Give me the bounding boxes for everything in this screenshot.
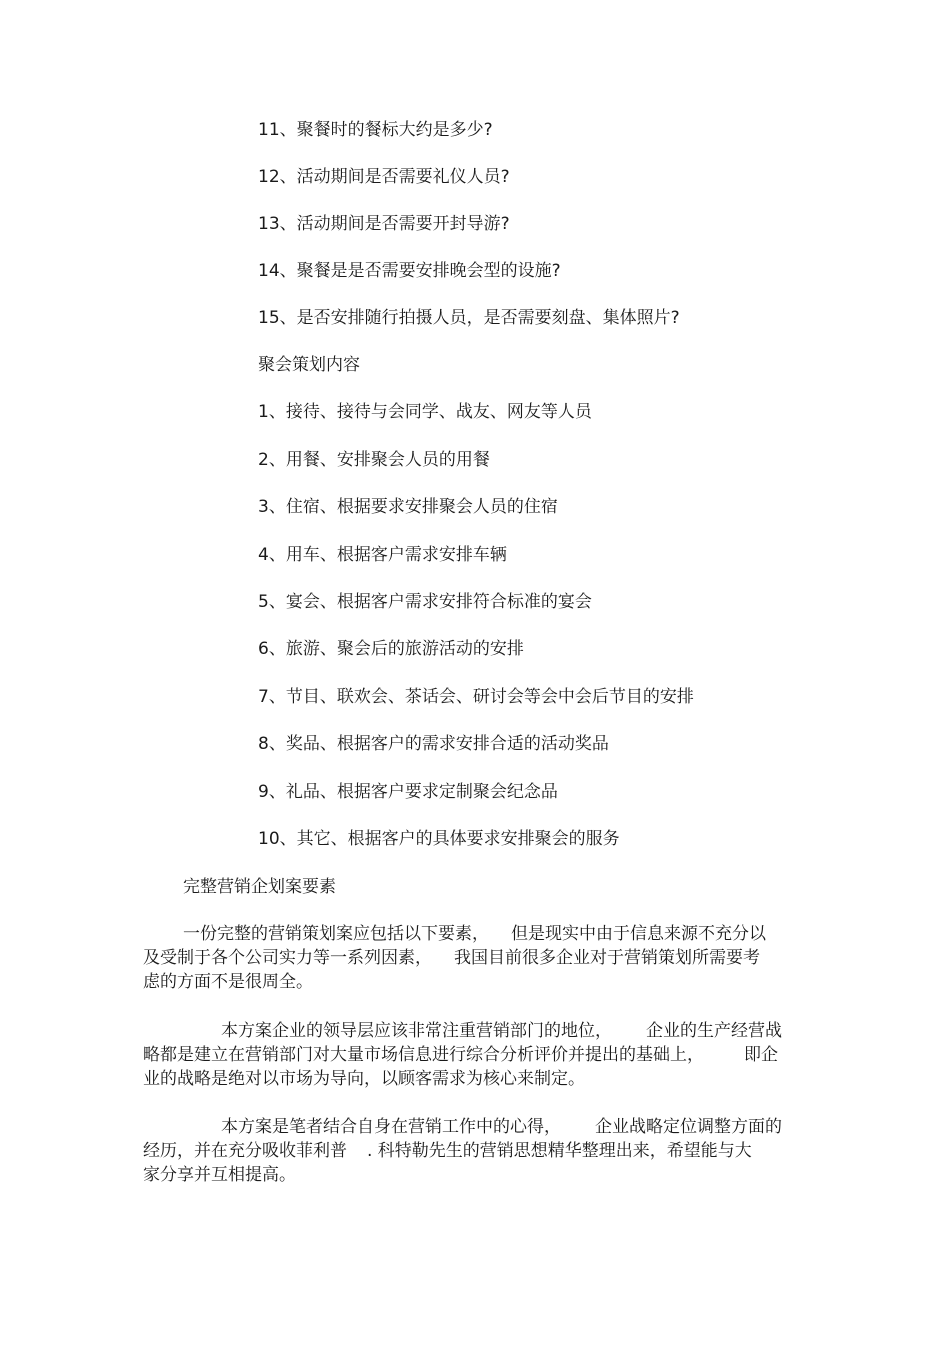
paragraph-line	[143, 1043, 808, 1067]
text: 企业战略定位调整方面的	[595, 1117, 782, 1137]
list-item: 7、节目、联欢会、茶话会、研讨会等会中会后节目的安排	[258, 687, 694, 707]
section-heading-2: 完整营销企划案要素	[183, 877, 336, 897]
paragraph-line: 虑的方面不是很周全。	[143, 972, 313, 992]
text: 即企	[744, 1045, 778, 1065]
list-item: 10、其它、根据客户的具体要求安排聚会的服务	[258, 829, 620, 849]
text: 及受制于各个公司实力等一系列因素，	[143, 948, 432, 968]
section-heading: 聚会策划内容	[258, 355, 360, 375]
list-item: 4、用车、根据客户需求安排车辆	[258, 545, 507, 565]
list-item: 8、奖品、根据客户的需求安排合适的活动奖品	[258, 734, 609, 754]
list-item: 6、旅游、聚会后的旅游活动的安排	[258, 639, 524, 659]
list-item: 9、礼品、根据客户要求定制聚会纪念品	[258, 782, 558, 802]
text: 一份完整的营销策划案应包括以下要素，	[183, 924, 489, 944]
text: 但是现实中由于信息来源不充分以	[511, 924, 766, 944]
text: 略都是建立在营销部门对大量市场信息进行综合分析评价并提出的基础上，	[143, 1045, 704, 1065]
text: 本方案是笔者结合自身在营销工作中的心得，	[221, 1117, 561, 1137]
paragraph-3	[143, 1115, 808, 1187]
text: 我国目前很多企业对于营销策划所需要考	[454, 948, 760, 968]
list-item: 3、住宿、根据要求安排聚会人员的住宿	[258, 497, 558, 517]
list-item: 2、用餐、安排聚会人员的用餐	[258, 450, 490, 470]
question-11: 11、聚餐时的餐标大约是多少?	[258, 120, 493, 140]
text: . 科特勒先生的营销思想精华整理出来，希望能与大	[367, 1141, 752, 1161]
paragraph-1	[143, 922, 808, 994]
paragraph-line	[143, 922, 808, 946]
question-12: 12、活动期间是否需要礼仪人员?	[258, 167, 510, 187]
list-item: 1、接待、接待与会同学、战友、网友等人员	[258, 402, 592, 422]
paragraph-line	[143, 1139, 808, 1163]
paragraph-line	[143, 946, 808, 970]
question-13: 13、活动期间是否需要开封导游?	[258, 214, 510, 234]
text: 企业的生产经营战	[646, 1021, 782, 1041]
paragraph-2	[143, 1019, 808, 1091]
paragraph-line	[143, 1115, 808, 1139]
list-item: 5、宴会、根据客户需求安排符合标准的宴会	[258, 592, 592, 612]
paragraph-line: 业的战略是绝对以市场为导向，以顾客需求为核心来制定。	[143, 1069, 585, 1089]
question-14: 14、聚餐是是否需要安排晚会型的设施?	[258, 261, 561, 281]
text: 经历，并在充分吸收菲利普	[143, 1141, 347, 1161]
paragraph-line: 家分享并互相提高。	[143, 1165, 296, 1185]
text: 本方案企业的领导层应该非常注重营销部门的地位，	[221, 1021, 612, 1041]
question-15: 15、是否安排随行拍摄人员，是否需要刻盘、集体照片?	[258, 308, 680, 328]
paragraph-line	[143, 1019, 808, 1043]
